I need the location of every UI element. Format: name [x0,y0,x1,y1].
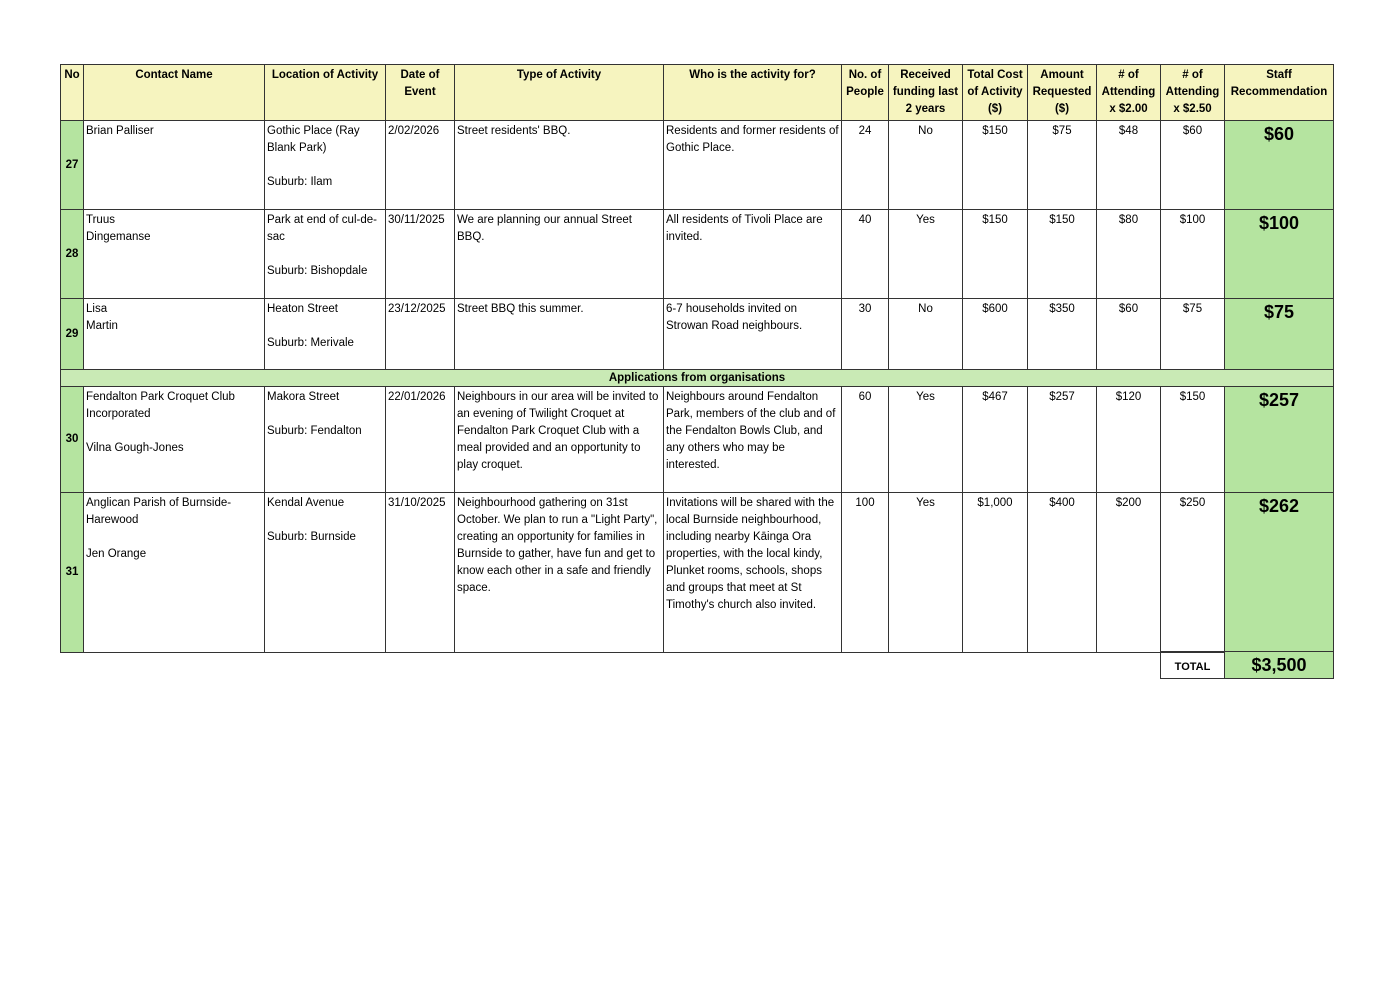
activity-type: Neighbourhood gathering on 31st October. We plan to run a "Light Party", creating an opportunity for families in Burnside to gather, have fun and get to know each other in a safe and friendly space. [455,493,664,653]
section-row [61,370,1334,387]
contact-name: Brian Palliser [84,121,265,210]
total-cost: $467 [963,387,1028,493]
event-date: 30/11/2025 [386,210,455,299]
location: Heaton Street Suburb: Merivale [265,299,386,370]
total-cost: $150 [963,121,1028,210]
amount-requested: $75 [1028,121,1097,210]
total-label: TOTAL [1161,652,1225,679]
column-header: No [61,65,84,121]
activity-type: Neighbours in our area will be invited to an evening of Twilight Croquet at Fendalton Park Croquet Club with a meal provided and an opportunity to play croquet. [455,387,664,493]
activity-type: We are planning our annual Street BBQ. [455,210,664,299]
location: Makora Street Suburb: Fendalton [265,387,386,493]
audience: 6-7 households invited on Strowan Road neighbours. [664,299,842,370]
column-header: Staff Recommendation [1225,65,1334,121]
staff-recommendation: $60 [1225,121,1334,210]
column-header: Contact Name [84,65,265,121]
contact-name: Truus Dingemanse [84,210,265,299]
table-row [61,493,1334,653]
column-header: Type of Activity [455,65,664,121]
total-cost: $1,000 [963,493,1028,653]
column-header: # of Attending x $2.00 [1097,65,1161,121]
total-cost: $150 [963,210,1028,299]
event-date: 23/12/2025 [386,299,455,370]
funded-before: Yes [889,210,963,299]
table-row [61,121,1334,210]
column-header: Total Cost of Activity ($) [963,65,1028,121]
total-row [1160,651,1334,679]
amount-requested: $257 [1028,387,1097,493]
funded-before: Yes [889,493,963,653]
column-header: Location of Activity [265,65,386,121]
activity-type: Street BBQ this summer. [455,299,664,370]
column-header: Who is the activity for? [664,65,842,121]
row-number: 27 [61,121,84,210]
row-number: 29 [61,299,84,370]
row-number: 30 [61,387,84,493]
location: Kendal Avenue Suburb: Burnside [265,493,386,653]
attending-x2-50: $150 [1161,387,1225,493]
column-header: Date of Event [386,65,455,121]
funded-before: No [889,299,963,370]
row-number: 31 [61,493,84,653]
table-row [61,210,1334,299]
attending-x2: $200 [1097,493,1161,653]
people-count: 40 [842,210,889,299]
total-value: $3,500 [1225,652,1334,679]
funded-before: Yes [889,387,963,493]
attending-x2: $120 [1097,387,1161,493]
funding-applications-table [60,64,1334,653]
amount-requested: $150 [1028,210,1097,299]
amount-requested: $400 [1028,493,1097,653]
column-header: Received funding last 2 years [889,65,963,121]
people-count: 100 [842,493,889,653]
contact-name: Fendalton Park Croquet Club Incorporated Vilna Gough-Jones [84,387,265,493]
column-header: # of Attending x $2.50 [1161,65,1225,121]
event-date: 2/02/2026 [386,121,455,210]
column-header: Amount Requested ($) [1028,65,1097,121]
attending-x2-50: $100 [1161,210,1225,299]
table-row [61,299,1334,370]
location: Park at end of cul-de-sac Suburb: Bishopdale [265,210,386,299]
amount-requested: $350 [1028,299,1097,370]
row-number: 28 [61,210,84,299]
staff-recommendation: $75 [1225,299,1334,370]
attending-x2-50: $60 [1161,121,1225,210]
section-title: Applications from organisations [61,370,1334,387]
audience: Neighbours around Fendalton Park, members of the club and of the Fendalton Bowls Club, and any others who may be interested. [664,387,842,493]
event-date: 31/10/2025 [386,493,455,653]
attending-x2: $60 [1097,299,1161,370]
audience: Residents and former residents of Gothic Place. [664,121,842,210]
column-header: No. of People [842,65,889,121]
event-date: 22/01/2026 [386,387,455,493]
staff-recommendation: $100 [1225,210,1334,299]
contact-name: Anglican Parish of Burnside-Harewood Jen Orange [84,493,265,653]
attending-x2-50: $250 [1161,493,1225,653]
people-count: 30 [842,299,889,370]
staff-recommendation: $257 [1225,387,1334,493]
location: Gothic Place (Ray Blank Park) Suburb: Ilam [265,121,386,210]
audience: All residents of Tivoli Place are invited. [664,210,842,299]
people-count: 24 [842,121,889,210]
funded-before: No [889,121,963,210]
header-row [61,65,1334,121]
staff-recommendation: $262 [1225,493,1334,653]
attending-x2: $80 [1097,210,1161,299]
contact-name: Lisa Martin [84,299,265,370]
table-row [61,387,1334,493]
attending-x2-50: $75 [1161,299,1225,370]
attending-x2: $48 [1097,121,1161,210]
activity-type: Street residents' BBQ. [455,121,664,210]
total-cost: $600 [963,299,1028,370]
audience: Invitations will be shared with the local Burnside neighbourhood, including nearby Kāinga Ora properties, with the local kindy, Plunket rooms, schools, shops and groups that meet at St Timothy's church also invited. [664,493,842,653]
people-count: 60 [842,387,889,493]
